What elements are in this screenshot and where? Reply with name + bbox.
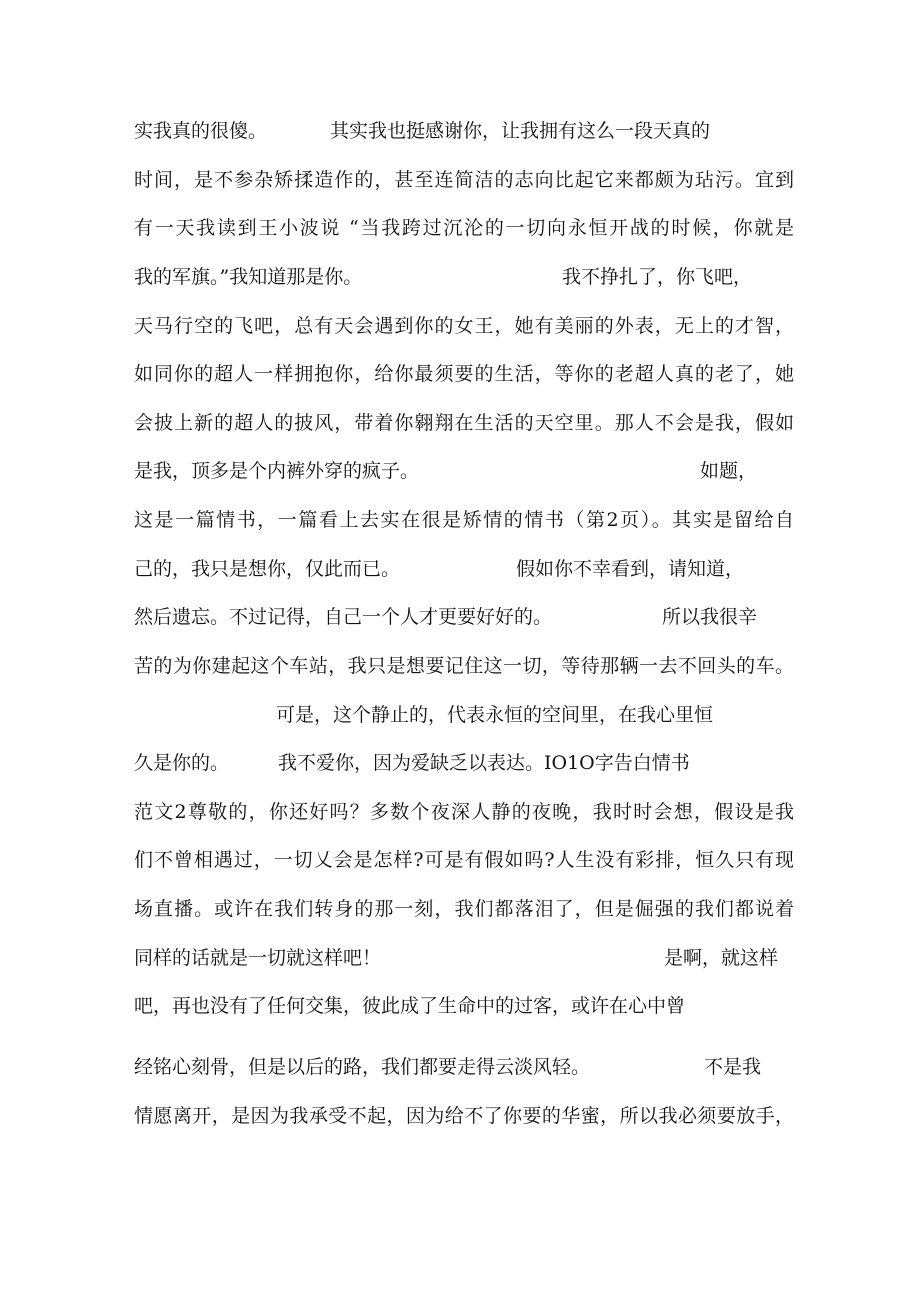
text-segment: 我不爱你，因为爱缺乏以表达。IO1O字告白情书	[278, 752, 690, 774]
text-segment: 有一天我读到王小波说 “当我跨过沉沦的一切向永恒开战的时候，你就是	[134, 217, 794, 239]
text-segment: 天马行空的飞吧，总有天会遇到你的女王，她有美丽的外表，无上的才智，	[134, 315, 794, 337]
text-segment: 实我真的很傻。	[134, 120, 268, 142]
text-segment: 这是一篇情书，一篇看上去实在很是矫情的情书（第2页）。其实是留给自	[134, 509, 794, 531]
text-segment: 可是，这个静止的，代表永恒的空间里，在我心里恒	[276, 704, 714, 726]
text-segment: 如同你的超人一样拥抱你，给你最须要的生活，等你的老超人真的老了，她	[134, 363, 794, 385]
text-segment: 假如你不幸看到，请知道，	[516, 558, 745, 580]
text-segment: 久是你的。	[134, 752, 230, 774]
text-line	[134, 894, 794, 924]
text-segment: 经铭心刻骨，但是以后的路，我们都要走得云淡风轻。	[134, 1056, 591, 1078]
text-segment: 我的军旗。”我知道那是你。	[134, 266, 363, 288]
text-line	[134, 1101, 794, 1131]
text-line	[134, 262, 794, 292]
text-line	[134, 456, 794, 486]
text-line	[134, 116, 794, 146]
text-line	[134, 505, 794, 535]
text-segment: 同样的话就是一切就这样吧！	[134, 947, 382, 969]
text-segment: 苦的为你建起这个车站，我只是想要记住这一切，等待那辆一去不回头的车。	[134, 655, 794, 677]
text-segment: 是啊，就这样	[664, 947, 779, 969]
text-segment: 不是我	[704, 1056, 762, 1078]
text-segment: 场直播。或许在我们转身的那一刻，我们都落泪了，但是倔强的我们都说着	[134, 898, 794, 920]
text-segment: 时间，是不参杂矫揉造作的，甚至连简洁的志向比起它来都颇为玷污。宜到	[134, 169, 794, 191]
text-segment: 范文2尊敬的，你还好吗？多数个夜深人静的夜晚，我时时会想，假设是我	[134, 801, 794, 823]
text-line	[134, 651, 794, 681]
text-line	[134, 700, 794, 730]
text-segment: 情愿离开，是因为我承受不起，因为给不了你要的华蜜，所以我必须要放手，	[134, 1105, 794, 1127]
text-segment: 其实我也挺感谢你，让我拥有这么一段天真的	[330, 120, 711, 142]
text-line	[134, 408, 794, 438]
text-segment: 会披上新的超人的披风，带着你翱翔在生活的天空里。那人不会是我，假如	[134, 412, 794, 434]
text-line	[134, 359, 794, 389]
text-segment: 们不曾相遇过，一切乂会是怎样?可是有假如吗?人生没有彩排，恒久只有现	[134, 849, 794, 871]
text-segment: 然后遗忘。不过记得，自己一个人才更要好好的。	[134, 606, 553, 628]
text-line	[134, 797, 794, 827]
text-line	[134, 943, 794, 973]
text-line	[134, 845, 794, 875]
text-segment: 我不挣扎了，你飞吧，	[562, 266, 753, 288]
text-line	[134, 311, 794, 341]
text-line	[134, 554, 794, 584]
text-segment: 是我，顶多是个内裤外穿的疯子。	[134, 460, 420, 482]
text-line	[134, 748, 794, 778]
text-segment: 如题，	[700, 460, 758, 482]
text-line	[134, 165, 794, 195]
text-line	[134, 1052, 794, 1082]
text-segment: 己的，我只是想你，仅此而已。	[134, 558, 401, 580]
text-segment: 所以我很辛	[662, 606, 758, 628]
text-line	[134, 991, 794, 1021]
text-line	[134, 602, 794, 632]
text-segment: 吧，再也没有了任何交集，彼此成了生命中的过客，或许在心中曾	[134, 995, 686, 1017]
text-line	[134, 213, 794, 243]
